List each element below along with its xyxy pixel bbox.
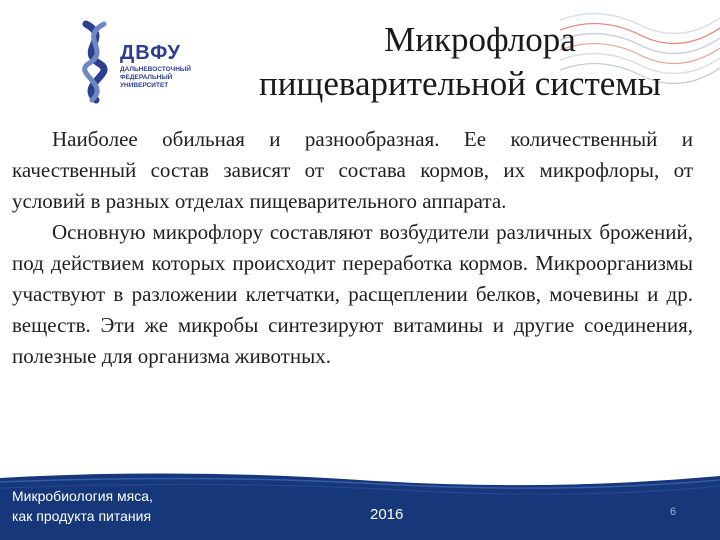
slide-title-line2: пищеварительной системы: [258, 64, 662, 103]
logo-subtitle-line: ДАЛЬНЕВОСТОЧНЫЙ: [120, 66, 191, 73]
body-paragraph-1: Наиболее обильная и разнообразная. Ее количественный и качественный состав зависят от состава кормов, их микрофлоры, от условий в разных отделах пищеварительного аппарата.: [12, 127, 693, 213]
footer-course-line: как продукта питания: [12, 508, 152, 524]
footer: [0, 472, 720, 540]
logo-subtitle-line: УНИВЕРСИТЕТ: [120, 82, 169, 89]
body-paragraph-2: Основную микрофлору составляют возбудители различных брожений, под действием которых происходит переработка кормов. Микроорганизмы участвуют в разложении клетчатки, расщеплении белков, мочевины и др. веществ. Эти же микробы синтезируют витамины и другие соединения, полезные для организма животных.: [12, 220, 693, 368]
page-number: 6: [670, 506, 677, 518]
dna-helix-icon: [72, 20, 118, 104]
footer-course-line: Микробиология мяса,: [12, 488, 153, 504]
footer-course-name: [12, 486, 212, 526]
logo-subtitle-line: ФЕДЕРАЛЬНЫЙ: [120, 74, 173, 81]
slide-title: [200, 18, 720, 106]
footer-year: 2016: [370, 506, 404, 523]
logo-name: ДВФУ: [120, 42, 181, 64]
slide-body: [12, 124, 693, 372]
university-logo: [72, 20, 202, 104]
slide-title-line1: Микрофлора: [384, 20, 576, 59]
logo-subtitle: [120, 66, 200, 90]
